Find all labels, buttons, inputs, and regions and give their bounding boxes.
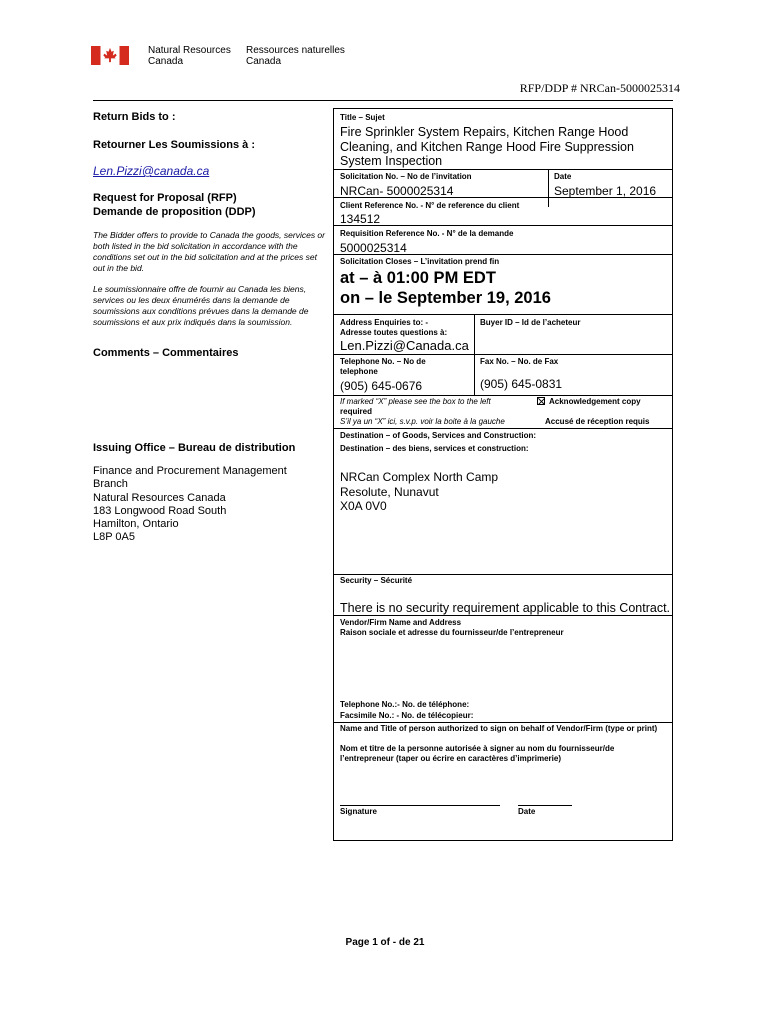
issuing-office-label: Issuing Office – Bureau de distribution (93, 442, 296, 454)
closes-label: Solicitation Closes – L’invitation prend fin (340, 257, 500, 266)
signature-line[interactable] (340, 805, 500, 806)
requisition-label: Requisition Reference No. - N° de la demande (340, 229, 514, 238)
vendor-phone-label: Telephone No.:- No. de téléphone: (340, 700, 470, 709)
requisition-value: 5000025314 (340, 241, 407, 255)
client-ref-label: Client Reference No. - N° de reference du client (340, 201, 520, 210)
ack-fr-label: Accusé de réception requis (545, 417, 650, 426)
vendor-label-fr: Raison sociale et adresse du fournisseur/de l’entrepreneur (340, 628, 564, 637)
bidder-statement-en: The Bidder offers to provide to Canada the goods, services or both listed in the bid solicitation in accordance with the conditions set out in the bid solicitation and at the prices set out in the bid. (93, 230, 325, 273)
vendor-fax-label: Facsimile No.: - No. de télécopieur: (340, 711, 474, 720)
signature-date-line[interactable] (518, 805, 572, 806)
bidder-statement-fr: Le soumissionnaire offre de fournir au Canada les biens, services ou les deux énumérés dans la demande de soumissions aux conditions prévues dans la demande de soumissions et aux prix indiqués dans la soumission. (93, 284, 309, 327)
phone-label: Telephone No. – No de telephone (340, 357, 426, 376)
fax-value: (905) 645-0831 (480, 377, 563, 391)
marked-note-fr: S’il ya un “X” ici, s.v.p. voir la boite à la gauche (340, 417, 505, 426)
solicitation-label: Solicitation No. – No de l’invitation (340, 172, 472, 181)
canada-flag-icon (91, 46, 129, 65)
enquiries-label-fr: Adresse toutes questions à: (340, 328, 448, 337)
date-value: September 1, 2016 (554, 184, 657, 198)
solicitation-form (333, 108, 673, 841)
phone-value: (905) 645-0676 (340, 379, 423, 393)
ack-copy: Acknowledgement copy (537, 397, 641, 407)
header-divider (93, 100, 673, 101)
rfp-title-en: Request for Proposal (RFP) (93, 192, 237, 204)
ack-checkbox-checked-icon[interactable] (537, 397, 545, 405)
authorized-person-label-fr: Nom et titre de la personne autorisée à signer au nom du fournisseur/de l’entrepreneur (taper ou écrire en caractères d’imprimerie) (340, 744, 615, 763)
vendor-label: Vendor/Firm Name and Address (340, 618, 462, 627)
rfp-title-fr: Demande de proposition (DDP) (93, 206, 256, 218)
destination-label: Destination – of Goods, Services and Construction: (340, 431, 537, 440)
enquiries-label: Address Enquiries to: - (340, 318, 429, 327)
issuing-office-address: Finance and Procurement Management Branch Natural Resources Canada 183 Longwood Road South Hamilton, Ontario L8P 0A5 (93, 465, 287, 544)
rfp-number: RFP/DDP # NRCan-5000025314 (519, 81, 680, 95)
return-email-link[interactable]: Len.Pizzi@canada.ca (93, 164, 210, 178)
closes-time: at – à 01:00 PM EDT (340, 269, 496, 287)
title-label: Title – Sujet (340, 113, 385, 122)
authorized-person-label: Name and Title of person authorized to sign on behalf of Vendor/Firm (type or print) (340, 724, 658, 733)
department-name-en: Natural Resources Canada (148, 45, 231, 67)
comments-label: Comments – Commentaires (93, 347, 239, 359)
title-value: Fire Sprinkler System Repairs, Kitchen Range Hood Cleaning, and Kitchen Range Hood Fire Suppression System Inspection (340, 125, 634, 168)
return-bids-label-fr: Retourner Les Soumissions à : (93, 139, 255, 151)
buyer-id-label: Buyer ID – Id de l’acheteur (480, 318, 581, 327)
enquiries-email[interactable]: Len.Pizzi@Canada.ca (340, 338, 469, 353)
security-value: There is no security requirement applicable to this Contract. (340, 601, 671, 615)
return-bids-label: Return Bids to : (93, 111, 176, 123)
security-label: Security – Sécurité (340, 576, 413, 585)
destination-label-fr: Destination – des biens, services et construction: (340, 444, 529, 453)
marked-note-required: required (340, 407, 373, 416)
page-number: Page 1 of - de 21 (345, 937, 425, 948)
fax-label: Fax No. – No. de Fax (480, 357, 559, 366)
date-label: Date (554, 172, 572, 181)
solicitation-value: NRCan- 5000025314 (340, 184, 454, 198)
marked-note-en: If marked “X” please see the box to the left (340, 397, 491, 406)
closes-date: on – le September 19, 2016 (340, 289, 551, 307)
department-name-fr: Ressources naturelles Canada (246, 45, 345, 67)
client-ref-value: 134512 (340, 212, 381, 226)
signature-date-label: Date (518, 807, 536, 816)
signature-label: Signature (340, 807, 377, 816)
destination-address: NRCan Complex North Camp Resolute, Nunavut X0A 0V0 (340, 470, 499, 513)
